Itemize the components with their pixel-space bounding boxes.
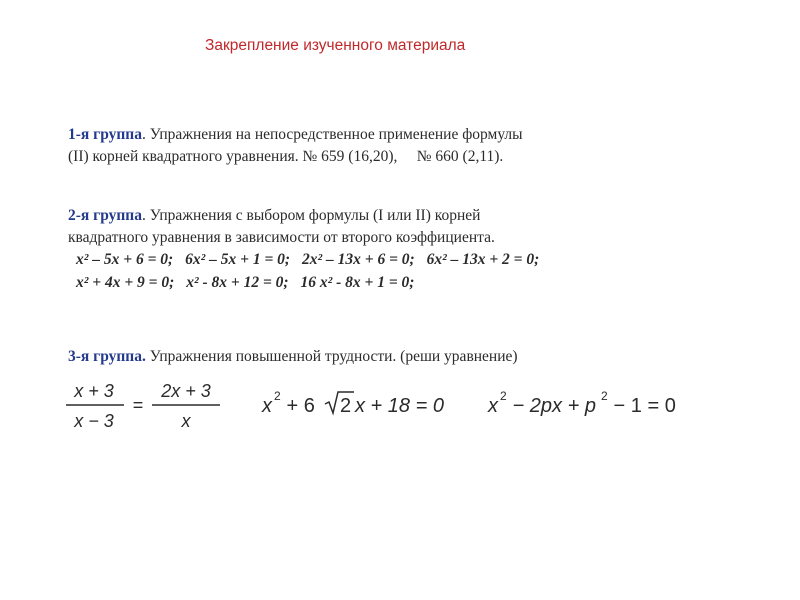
group1-heading: 1-я группа — [68, 126, 142, 143]
formula3-x: x — [488, 395, 498, 417]
formula3-exponent-1: 2 — [500, 389, 507, 403]
right-numerator: 2x + 3 — [161, 381, 211, 401]
group2-text-line2: квадратного уравнения в зависимости от второго коэффициента. — [68, 229, 495, 246]
left-denominator: x − 3 — [74, 411, 114, 431]
formula2-radicand: 2 — [340, 395, 352, 417]
equation: 16 x² - 8x + 1 = 0; — [300, 274, 415, 291]
group3-block — [68, 346, 518, 368]
equation-row-1 — [76, 251, 547, 269]
group2-heading: 2-я группа — [68, 207, 142, 224]
equation: 6x² – 5x + 1 = 0; — [185, 251, 291, 268]
fraction-equation — [64, 380, 234, 436]
equals-sign: = — [132, 395, 144, 415]
group3-text: Упражнения повышенной трудности. (реши уравнение) — [145, 348, 518, 365]
parametric-equation — [484, 380, 684, 424]
left-numerator: x + 3 — [74, 381, 114, 401]
equation-row-2 — [76, 274, 422, 292]
equation: x² + 4x + 9 = 0; — [76, 274, 175, 291]
equation: 2x² – 13x + 6 = 0; — [301, 251, 415, 268]
radical-equation — [258, 380, 458, 424]
group2-block — [68, 205, 495, 249]
equation: x² - 8x + 12 = 0; — [186, 274, 289, 291]
group3-line — [68, 346, 518, 368]
formula2-tail: x + 18 = 0 — [355, 395, 444, 417]
formula3-middle: − 2px + p — [507, 395, 596, 417]
formula2-x: x — [262, 395, 272, 417]
group1-block — [68, 124, 523, 168]
right-denominator: x — [181, 411, 191, 431]
formula3-tail: − 1 = 0 — [608, 395, 676, 417]
group1-text-line2: (II) корней квадратного уравнения. № 659 (16,20), № 660 (2,11). — [68, 148, 504, 165]
formula2-exponent: 2 — [274, 389, 281, 403]
group3-heading: 3-я группа. — [68, 348, 146, 365]
equation: x² – 5x + 6 = 0; — [76, 251, 174, 268]
equation: 6x² – 13x + 2 = 0; — [426, 251, 540, 268]
formula2-middle: + 6 — [281, 395, 315, 417]
formula3-exponent-2: 2 — [601, 389, 608, 403]
group1-line1 — [68, 124, 523, 146]
group2-text-line1: . Упражнения с выбором формулы (I или II) корней — [142, 207, 481, 224]
group1-text-line1: . Упражнения на непосредственное применение формулы — [142, 126, 523, 143]
group2-line1 — [68, 205, 495, 227]
slide-title: Закрепление изученного материала — [205, 37, 466, 54]
